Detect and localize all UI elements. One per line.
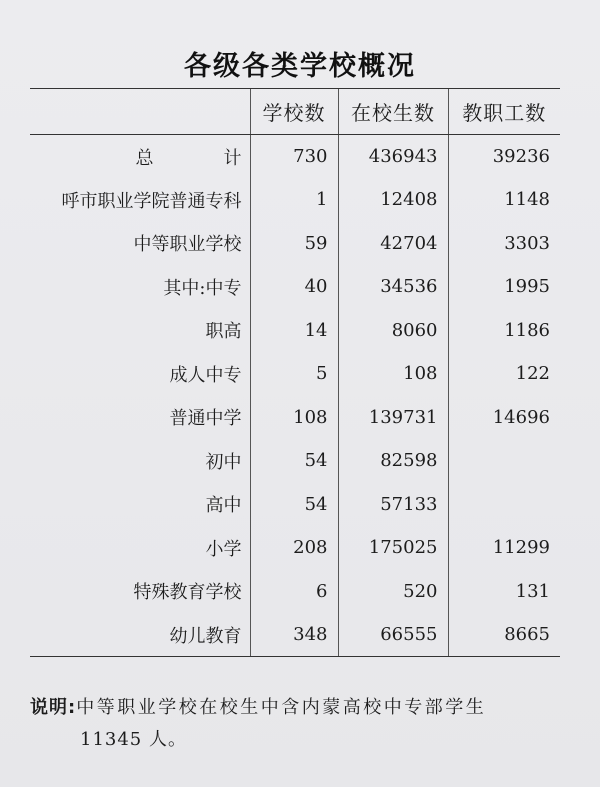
cell-students: 57133 — [338, 483, 448, 527]
cell-students: 520 — [338, 570, 448, 614]
table-row — [30, 222, 560, 266]
row-label: 职高 — [205, 321, 242, 343]
cell-students: 175025 — [338, 526, 448, 570]
row-label-text: 总 计 — [135, 147, 268, 169]
cell-schools: 5 — [250, 352, 338, 396]
cell-staff: 1995 — [448, 265, 560, 309]
row-label: 呼市职业学院普通专科 — [61, 190, 242, 212]
cell-schools: 14 — [250, 309, 338, 353]
cell-staff: 122 — [448, 352, 560, 396]
cell-staff: 1148 — [448, 178, 560, 222]
school-overview-table — [30, 88, 560, 657]
cell-schools: 54 — [250, 483, 338, 527]
page-title: 各级各类学校概况 — [184, 51, 416, 82]
cell-students: 66555 — [338, 613, 448, 657]
cell-staff: 8665 — [448, 613, 560, 657]
cell-schools: 1 — [250, 178, 338, 222]
table-row — [30, 135, 560, 179]
cell-schools: 59 — [250, 222, 338, 266]
cell-schools: 6 — [250, 570, 338, 614]
row-label: 其中:中专 — [163, 277, 242, 299]
table-row — [30, 265, 560, 309]
table-row — [30, 352, 560, 396]
row-label: 幼儿教育 — [30, 613, 250, 657]
cell-staff — [448, 439, 560, 483]
cell-schools: 54 — [250, 439, 338, 483]
table-header-row — [30, 89, 560, 135]
row-label — [30, 135, 268, 179]
footnote-heading: 说明: — [30, 697, 77, 718]
row-label: 特殊教育学校 — [133, 582, 242, 604]
row-label: 小学 — [205, 538, 242, 560]
cell-staff: 1186 — [448, 309, 560, 353]
cell-schools: 348 — [250, 613, 338, 657]
header-staff: 教职工数 — [448, 89, 560, 135]
row-label: 成人中专 — [169, 364, 242, 386]
row-label: 中等职业学校 — [133, 234, 242, 256]
cell-staff: 14696 — [448, 396, 560, 440]
row-label: 普通中学 — [169, 408, 242, 430]
table-row — [30, 439, 560, 483]
table-row — [30, 526, 560, 570]
cell-staff — [448, 483, 560, 527]
cell-students: 8060 — [338, 309, 448, 353]
row-label: 初中 — [205, 451, 242, 473]
row-label: 高中 — [205, 495, 242, 517]
header-category — [30, 89, 250, 135]
cell-students: 436943 — [338, 135, 448, 179]
cell-students: 42704 — [338, 222, 448, 266]
cell-schools: 730 — [250, 135, 338, 179]
cell-staff: 3303 — [448, 222, 560, 266]
cell-students: 139731 — [338, 396, 448, 440]
footnote — [30, 692, 570, 756]
cell-students: 34536 — [338, 265, 448, 309]
table-row — [30, 178, 560, 222]
cell-staff: 131 — [448, 570, 560, 614]
table-row — [30, 396, 560, 440]
cell-schools: 208 — [250, 526, 338, 570]
table-row — [30, 570, 560, 614]
header-students: 在校生数 — [338, 89, 448, 135]
cell-staff: 39236 — [448, 135, 560, 179]
table-row — [30, 309, 560, 353]
table-row — [30, 483, 560, 527]
cell-schools: 108 — [250, 396, 338, 440]
cell-students: 12408 — [338, 178, 448, 222]
cell-students: 82598 — [338, 439, 448, 483]
table-row — [30, 613, 560, 657]
header-schools: 学校数 — [250, 89, 338, 135]
cell-students: 108 — [338, 352, 448, 396]
footnote-line-2: 11345 人。 — [80, 729, 187, 750]
cell-schools: 40 — [250, 265, 338, 309]
cell-staff: 11299 — [448, 526, 560, 570]
footnote-line-1: 中等职业学校在校生中含内蒙高校中专部学生 — [76, 697, 487, 718]
